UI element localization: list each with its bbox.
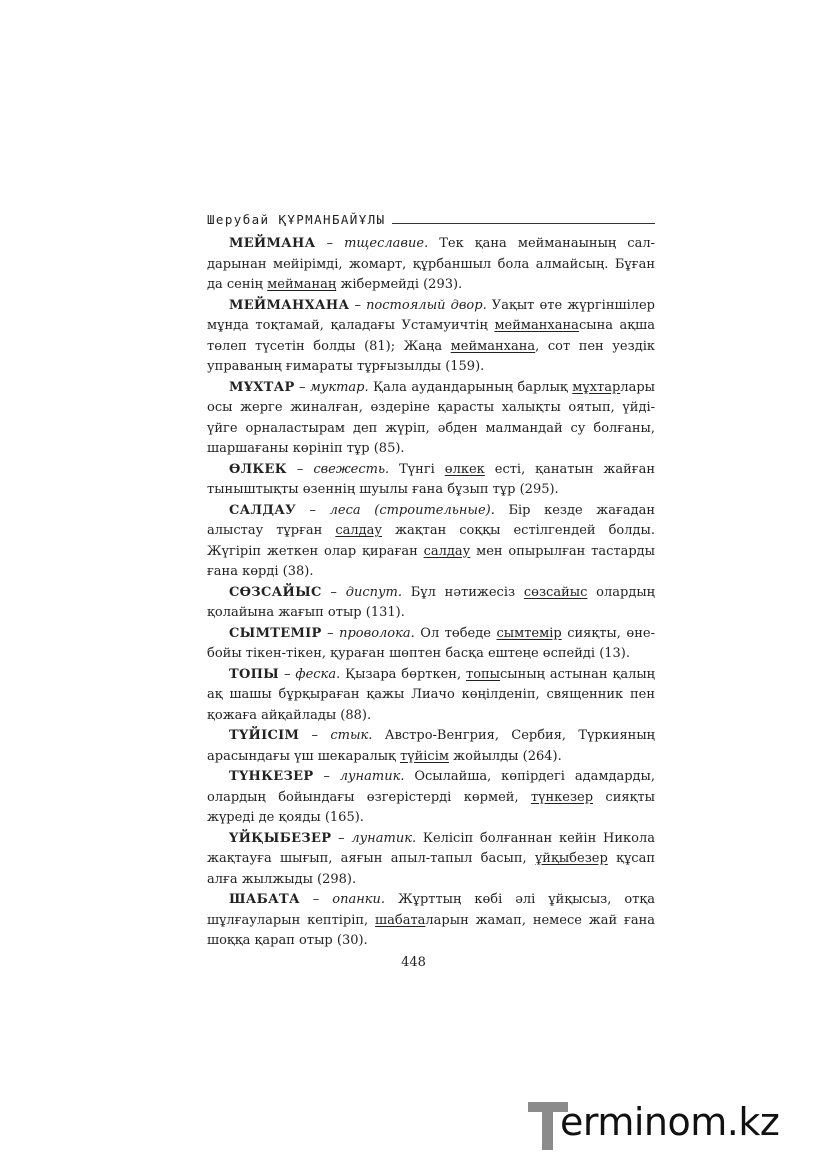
- dictionary-entry: ШАБАТА – опанки. Жұрттың көбі әлі ұйқысыз, отқа шұлғауларын кептіріп, шабаталарын жамап, немесе жай ғана шоққа қарап отыр (30).: [207, 892, 655, 948]
- underlined-term: өлкек: [444, 461, 485, 477]
- dictionary-entries: [207, 234, 655, 952]
- entry-example-text: құсап алға жылжыды (298).: [207, 851, 655, 887]
- entry-example-text: есті, қанатын жайған тыныштықты өзеннің шуылы ғана бұзып тұр (295).: [207, 461, 655, 497]
- page-number: 448: [401, 955, 426, 970]
- entry-example-text: , сот пен уездік управаның ғимараты тұрғызылды (159).: [207, 338, 655, 374]
- underlined-term: сымтемір: [496, 625, 562, 641]
- entry-example-text: Уақыт өте жүргіншілер мұнда тоқтамай, қаладағы Устамуичтің: [207, 297, 656, 333]
- entry-example-text: Келісіп болғаннан кейін Никола жақтауға шығып, аяғын апыл-тапыл басып,: [207, 830, 655, 866]
- entry-headword: МЕЙМАНА: [229, 236, 316, 251]
- entry-example-text: сияқты жүреді де қояды (165).: [207, 789, 655, 825]
- entry-translation: муктар.: [310, 379, 369, 395]
- underlined-term: салдау: [335, 523, 383, 538]
- entry-example-text: жақтан соққы естілгендей болды. Жүгіріп жеткен олар қираған: [207, 523, 655, 559]
- entry-example-text: сияқты, өнебойы тікен-тікен, қураған шөптен басқа ештеңе өспейді (13).: [207, 625, 655, 661]
- entry-example-text: Түнгі: [389, 461, 445, 477]
- entry-translation: тщеславие.: [344, 236, 429, 251]
- underlined-term: мейманхана: [494, 318, 579, 333]
- entry-example-text: Осылайша, көпірдегі адамдарды, олардың бойындағы өзгерістерді көрмей,: [207, 769, 656, 805]
- header-rule: [392, 223, 655, 224]
- entry-headword: САЛДАУ: [229, 502, 296, 518]
- logo-o-letter: o: [667, 1100, 691, 1144]
- entry-example-text: Қала аудандарының барлық: [368, 379, 573, 395]
- entry-translation: леса (строительные).: [329, 502, 495, 518]
- entry-example-text: сына ақша төлеп түсетін болды (81); Жаңа: [207, 318, 655, 354]
- entry-example-text: жойылды (264).: [448, 748, 562, 764]
- entry-example-text: ларын жамап, немесе жай ғана шоққа қарап отыр (30).: [207, 912, 655, 948]
- dictionary-entry: МҰХТАР – муктар. Қала аудандарының барлық мұхтарлары осы жерге жиналған, өздеріне қарасты халықты оятып, үйді-үйге орналастырам деп жүріп, әбден малмандай су болғаны, шаршағаны көрініп тұр (85).: [207, 379, 655, 456]
- underlined-term: түнкезер: [530, 789, 594, 805]
- entry-translation: лунатик.: [339, 769, 405, 784]
- underlined-term: түйісім: [400, 748, 449, 764]
- entry-headword: МЕЙМАНХАНА: [229, 297, 350, 313]
- termincom-logo[interactable]: [528, 1098, 818, 1154]
- entry-example-text: сының астынан қалың ақ шашы бұрқыраған қажы Лиачо көңілденіп, священник пен қожаға айқайлады (88).: [207, 666, 656, 723]
- underlined-term: шабата: [375, 912, 426, 928]
- underlined-term: мейманаң: [267, 277, 337, 292]
- dictionary-entry: ТҮЙІСІМ – стык. Австро-Венгрия, Сербия, Түркияның арасындағы үш шекаралық түйісім жойылды (264).: [207, 728, 656, 764]
- entry-example-text: Тек қана мейманаының салдарынан мейірімді, жомарт, құрбаншыл бола алмайсың. Бұған да сенің: [207, 236, 655, 292]
- entry-headword: ӨЛКЕК: [229, 461, 287, 477]
- entry-example-text: мен опырылған тастарды ғана көрді (38).: [207, 543, 655, 579]
- entry-headword: ТОПЫ: [229, 666, 280, 682]
- entry-headword: ШАБАТА: [229, 892, 300, 907]
- dictionary-entry: МЕЙМАНА – тщеславие. Тек қана мейманаының салдарынан мейірімді, жомарт, құрбаншыл бола алмайсың. Бұған да сенің мейманаң жібермейді (293).: [207, 236, 655, 292]
- logo-wordmark: [560, 1100, 779, 1144]
- dictionary-entry: СӨЗСАЙЫС – диспут. Бұл нәтижесіз сөзсайыс олардың қолайына жағып отыр (131).: [207, 584, 656, 620]
- entry-headword: ТҮНКЕЗЕР: [229, 769, 314, 784]
- entry-headword: СЫМТЕМІР: [229, 625, 322, 641]
- underlined-term: мейманхана: [450, 338, 536, 354]
- dictionary-entry: МЕЙМАНХАНА – постоялый двор. Уақыт өте жүргіншілер мұнда тоқтамай, қаладағы Устамуичтің мейманханасына ақша төлеп түсетін болды (81); Жаңа мейманхана, сот пен уездік управаның ғимараты тұрғызылды (159).: [207, 297, 656, 374]
- entry-headword: ТҮЙІСІМ: [229, 728, 300, 743]
- entry-example-text: Ол төбеде: [414, 625, 497, 641]
- entry-translation: лунатик.: [351, 830, 417, 846]
- underlined-term: мұхтар: [572, 379, 621, 395]
- running-header: [207, 212, 655, 227]
- entry-example-text: жібермейді (293).: [336, 277, 463, 292]
- underlined-term: топы: [466, 666, 501, 682]
- dictionary-entry: ӨЛКЕК – свежесть. Түнгі өлкек есті, қанатын жайған тыныштықты өзеннің шуылы ғана бұзып тұр (295).: [207, 461, 655, 497]
- entry-example-text: Бір кезде жағадан алыстау тұрған: [207, 502, 655, 538]
- entry-translation: диспут.: [345, 584, 402, 600]
- entry-translation: постоялый двор.: [366, 297, 487, 313]
- entry-example-text: олардың қолайына жағып отыр (131).: [207, 584, 656, 620]
- entry-headword: ҮЙҚЫБЕЗЕР: [229, 830, 332, 846]
- entry-translation: свежесть.: [313, 461, 390, 477]
- entry-translation: опанки.: [332, 892, 386, 907]
- underlined-term: салдау: [423, 543, 471, 559]
- entry-example-text: Бұл нәтижесіз: [401, 584, 524, 600]
- underlined-term: сөзсайыс: [523, 584, 588, 600]
- entry-translation: стык.: [330, 728, 373, 743]
- underlined-term: ұйқыбезер: [534, 851, 608, 866]
- dictionary-entry: ҮЙҚЫБЕЗЕР – лунатик. Келісіп болғаннан кейін Никола жақтауға шығып, аяғын апыл-тапыл басып, ұйқыбезер құсап алға жылжыды (298).: [207, 830, 655, 887]
- entry-example-text: лары осы жерге жиналған, өздеріне қарасты халықты оятып, үйді-үйге орналастырам деп жүріп, әбден малмандай су болғаны, шаршағаны көрініп тұр (85).: [207, 379, 655, 456]
- dictionary-entry: ТҮНКЕЗЕР – лунатик. Осылайша, көпірдегі адамдарды, олардың бойындағы өзгерістерді көрмей, түнкезер сияқты жүреді де қояды (165).: [207, 769, 656, 825]
- entry-translation: феска.: [295, 666, 341, 682]
- author-name: Шерубай ҚҰРМАНБАЙҰЛЫ: [207, 212, 386, 227]
- logo-t-stem: [542, 1102, 553, 1150]
- entry-example-text: Қызара бөрткен,: [340, 666, 466, 682]
- dictionary-entry: СЫМТЕМІР – проволока. Ол төбеде сымтемір сияқты, өнебойы тікен-тікен, қураған шөптен басқа ештеңе өспейді (13).: [207, 625, 655, 661]
- entry-translation: проволока.: [339, 625, 415, 641]
- dictionary-entry: ТОПЫ – феска. Қызара бөрткен, топысының астынан қалың ақ шашы бұрқыраған қажы Лиачо көңілденіп, священник пен қожаға айқайлады (88).: [207, 666, 656, 723]
- logo-text-1: ermin: [560, 1100, 668, 1144]
- entry-headword: МҰХТАР: [229, 379, 295, 395]
- logo-text-2: m.kz: [690, 1100, 780, 1144]
- dictionary-entry: САЛДАУ – леса (строительные). Бір кезде жағадан алыстау тұрған салдау жақтан соққы естілгендей болды. Жүгіріп жеткен олар қираған салдау мен опырылған тастарды ғана көрді (38).: [207, 502, 655, 579]
- entry-headword: СӨЗСАЙЫС: [229, 584, 322, 600]
- entry-example-text: Жұрттың көбі әлі ұйқысыз, отқа шұлғауларын кептіріп,: [207, 892, 655, 928]
- entry-example-text: Австро-Венгрия, Сербия, Түркияның арасындағы үш шекаралық: [207, 728, 656, 764]
